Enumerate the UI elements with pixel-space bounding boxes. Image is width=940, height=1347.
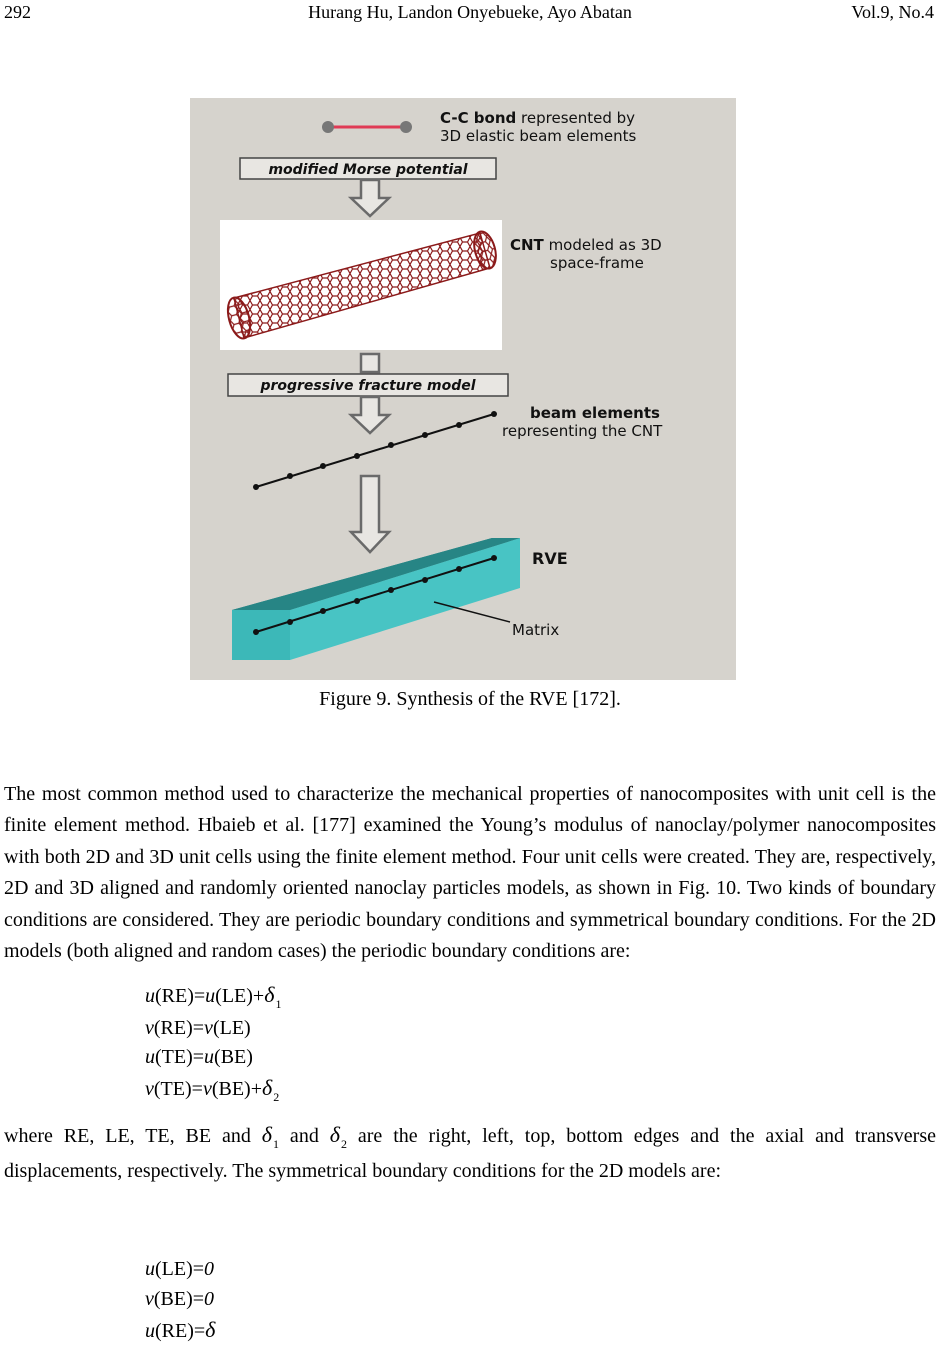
- morse-label: modified Morse potential: [268, 162, 468, 178]
- fracture-label: progressive fracture model: [260, 378, 476, 394]
- rve-label: RVE: [532, 549, 568, 568]
- equation-periodic-3: u(TE)=u(BE): [145, 1046, 253, 1068]
- cc-bond-label-line2: 3D elastic beam elements: [440, 127, 637, 145]
- cc-bond-diagram: [322, 121, 412, 133]
- beam-label-line2: representing the CNT: [502, 422, 663, 440]
- figure-caption: Figure 9. Synthesis of the RVE [172].: [319, 688, 621, 710]
- equation-symmetric-1: u(LE)=0: [145, 1258, 215, 1280]
- equation-periodic-4: $v(TE)=v(BE)+\delta_2$: [145, 1075, 280, 1104]
- cnt-label: CNT modeled as 3D: [510, 236, 662, 254]
- cc-bond-label: C-C bond represented by: [440, 109, 636, 127]
- page-number: 292: [4, 2, 31, 22]
- beam-label: beam elements: [530, 404, 660, 422]
- matrix-label: Matrix: [512, 621, 560, 639]
- header-authors: Hurang Hu, Landon Onyebueke, Ayo Abatan: [308, 2, 632, 22]
- cnt-label-line2: space-frame: [550, 254, 644, 272]
- arrow-stem-icon: [361, 354, 379, 372]
- running-header: [0, 0, 940, 28]
- body-paragraph-1: The most common method used to characterize the mechanical properties of nanocomposites with unit cell is the finite element method. Hbaieb et al. [177] examined the Young’s modulus of nanoclay/polymer nanocomposites with both 2D and 3D unit cells using the finite element method. Four unit cells were created. They are, respectively, 2D and 3D aligned and randomly oriented nanoclay particles models, as shown in Fig. 10. Two kinds of boundary conditions are considered. They are periodic boundary conditions and symmetrical boundary conditions. For the 2D models (both aligned and random cases) the periodic boundary conditions are:: [4, 783, 936, 963]
- equation-symmetric-2: v(BE)=0: [145, 1288, 215, 1310]
- equation-periodic-2: v(RE)=v(LE): [145, 1017, 251, 1039]
- equation-symmetric-3: u(RE)=δ: [145, 1317, 216, 1342]
- header-volume: Vol.9, No.4: [851, 2, 934, 22]
- down-arrow-icon: [351, 180, 389, 216]
- figure-rve-synthesis: [190, 98, 736, 680]
- rve-block-graphic: [232, 538, 520, 660]
- equation-periodic-1: $u(RE)=u(LE)+\delta_1$: [145, 982, 282, 1011]
- down-arrow-icon: [351, 476, 389, 552]
- down-arrow-icon: [351, 397, 389, 433]
- body-paragraph-2: where RE, LE, TE, BE and $\delta_1$ and $\delta_2$ are the right, left, top, bottom edges and the axial and transverse displacements, respectively. The symmetrical boundary conditions for the 2D models are:: [4, 1122, 936, 1182]
